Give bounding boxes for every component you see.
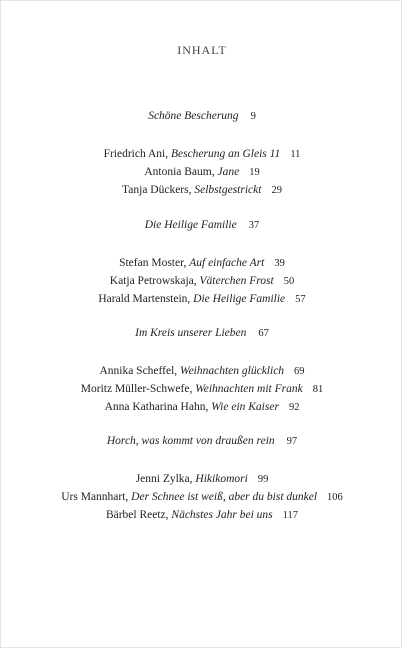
entry-separator: , (189, 383, 196, 395)
toc-section-2 (1, 218, 402, 308)
entry-separator: , (188, 184, 195, 196)
toc-entry (1, 488, 402, 506)
entry-page-number: 57 (295, 294, 306, 305)
section-title (1, 326, 402, 341)
entry-author: Bärbel Reetz (105, 509, 166, 521)
section-page-number: 9 (250, 111, 256, 122)
entry-work: Selbstgestrickt (194, 184, 262, 196)
entry-page-number: 106 (327, 492, 343, 503)
toc-entry (1, 506, 402, 524)
toc-section-4 (1, 434, 402, 524)
toc-entry (1, 470, 402, 488)
entry-work: Jane (217, 166, 240, 178)
toc-section-3 (1, 326, 402, 416)
section-title-text: Horch, was kommt von draußen rein (106, 435, 275, 447)
entry-work: Weihnachten glücklich (180, 365, 285, 377)
entry-separator: , (193, 275, 200, 287)
entry-work: Väterchen Frost (199, 275, 274, 287)
section-title-text: Schöne Bescherung (148, 110, 239, 122)
entry-author: Anna Katharina Hahn (104, 401, 206, 413)
entry-work: Bescherung an Gleis 11 (170, 148, 281, 160)
entry-author: Jenni Zylka (135, 473, 190, 485)
entry-separator: , (165, 509, 172, 521)
entry-work: Nächstes Jahr bei uns (171, 509, 273, 521)
toc-entry (1, 145, 402, 163)
entry-page-number: 29 (271, 185, 282, 196)
section-title (1, 218, 402, 233)
entry-page-number: 39 (274, 258, 285, 269)
entry-work: Die Heilige Familie (193, 293, 286, 305)
entry-page-number: 117 (282, 510, 299, 521)
entry-page-number: 81 (312, 384, 324, 395)
toc-entry (1, 398, 402, 416)
entry-author: Stefan Moster (119, 257, 184, 269)
entry-page-number: 11 (290, 149, 301, 160)
entry-page-number: 99 (257, 474, 269, 485)
entry-author: Katja Petrowskaja (109, 275, 194, 287)
section-page-number: 37 (248, 220, 260, 231)
entry-work: Der Schnee ist weiß, aber du bist dunkel (131, 491, 318, 503)
section-title-text: Im Kreis unserer Lieben (135, 327, 247, 339)
entry-author: Tanja Dückers (122, 184, 189, 196)
section-page-number: 67 (258, 328, 269, 339)
entry-work: Weihnachten mit Frank (195, 383, 303, 395)
entry-author: Moritz Müller-Schwefe (80, 383, 190, 395)
section-title (1, 109, 402, 124)
entry-separator: , (187, 293, 194, 305)
section-title (1, 434, 402, 449)
entry-page-number: 92 (288, 402, 300, 413)
entry-author: Antonia Baum (144, 166, 212, 178)
entry-author: Harald Martenstein (98, 293, 188, 305)
toc-entry (1, 163, 402, 181)
page-title: INHALT (177, 43, 227, 57)
entry-separator: , (205, 401, 212, 413)
toc-entry (1, 290, 402, 308)
entry-separator: , (211, 166, 218, 178)
entry-author: Annika Scheffel (99, 365, 175, 377)
entry-page-number: 50 (283, 276, 295, 287)
entry-separator: , (174, 365, 181, 377)
toc-section-1 (1, 109, 402, 199)
entry-separator: , (189, 473, 196, 485)
toc-entry (1, 272, 402, 290)
entry-work: Wie ein Kaiser (211, 401, 279, 413)
section-title-text: Die Heilige Familie (144, 219, 237, 231)
toc-entry (1, 362, 402, 380)
toc-entry (1, 254, 402, 272)
toc-entry (1, 181, 402, 199)
entry-author: Friedrich Ani (103, 148, 166, 160)
entry-separator: , (165, 148, 171, 160)
toc-entry (1, 380, 402, 398)
entry-separator: , (183, 257, 190, 269)
entry-work: Hikikomori (195, 473, 248, 485)
section-page-number: 97 (286, 436, 298, 447)
entry-page-number: 19 (249, 167, 260, 178)
entry-author: Urs Mannhart (61, 491, 126, 503)
entry-page-number: 69 (294, 366, 305, 377)
entry-work: Auf einfache Art (189, 257, 265, 269)
entry-separator: , (125, 491, 132, 503)
